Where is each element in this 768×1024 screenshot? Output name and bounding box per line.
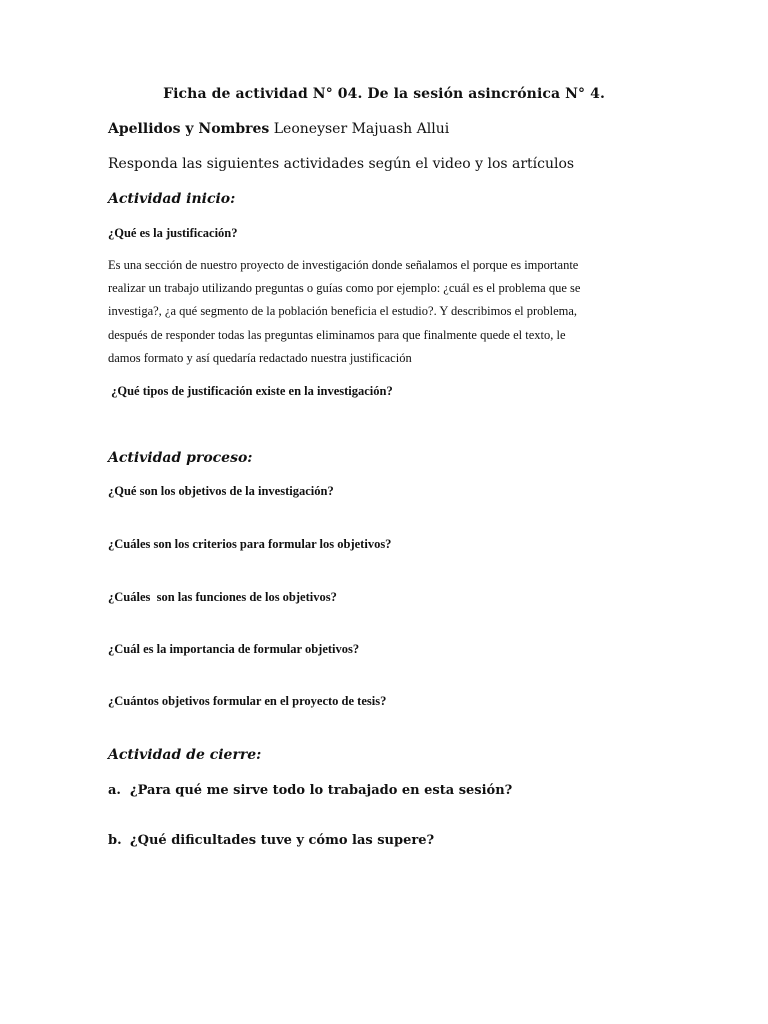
name-value: Leoneyser Majuash Allui: [269, 121, 450, 137]
answer-justificacion: [108, 254, 668, 370]
section-heading-cierre: Actividad de cierre:: [108, 747, 262, 763]
question-cuantos-objetivos: ¿Cuántos objetivos formular en el proyecto de tesis?: [108, 694, 387, 708]
answer-line: investiga?, ¿a qué segmento de la población beneficia el estudio?. Y describimos el problema,: [108, 304, 578, 319]
name-line: [108, 121, 449, 137]
answer-line: damos formato y así quedaría redactado nuestra justificación: [108, 350, 412, 365]
question-criterios: ¿Cuáles son los criterios para formular los objetivos?: [108, 537, 392, 551]
question-justificacion: ¿Qué es la justificación?: [108, 226, 238, 240]
question-tipos-justificacion: ¿Qué tipos de justificación existe en la investigación?: [108, 384, 393, 398]
answer-line: Es una sección de nuestro proyecto de investigación donde señalamos el porque es importante: [108, 258, 579, 272]
instructions: Responda las siguientes actividades según el video y los artículos: [108, 156, 575, 172]
closing-question: ¿Qué dificultades tuve y cómo las supere?: [130, 833, 435, 848]
document-title: Ficha de actividad N° 04. De la sesión asincrónica N° 4.: [163, 86, 605, 102]
name-label: Apellidos y Nombres: [108, 121, 270, 137]
closing-question: ¿Para qué me sirve todo lo trabajado en esta sesión?: [130, 783, 513, 798]
section-heading-inicio: Actividad inicio:: [108, 191, 236, 207]
list-marker: b.: [108, 833, 122, 848]
section-heading-proceso: Actividad proceso:: [108, 450, 253, 466]
closing-item-a: [108, 783, 512, 798]
question-objetivos: ¿Qué son los objetivos de la investigación?: [108, 484, 334, 498]
list-marker: a.: [108, 783, 121, 798]
closing-item-b: [108, 833, 434, 848]
answer-line: realizar un trabajo utilizando preguntas o guías como por ejemplo: ¿cuál es el problema que se: [108, 281, 581, 296]
question-funciones: ¿Cuáles son las funciones de los objetivos?: [108, 590, 337, 604]
question-importancia: ¿Cuál es la importancia de formular objetivos?: [108, 642, 360, 656]
answer-line: después de responder todas las preguntas eliminamos para que finalmente quede el texto, le: [108, 327, 566, 342]
